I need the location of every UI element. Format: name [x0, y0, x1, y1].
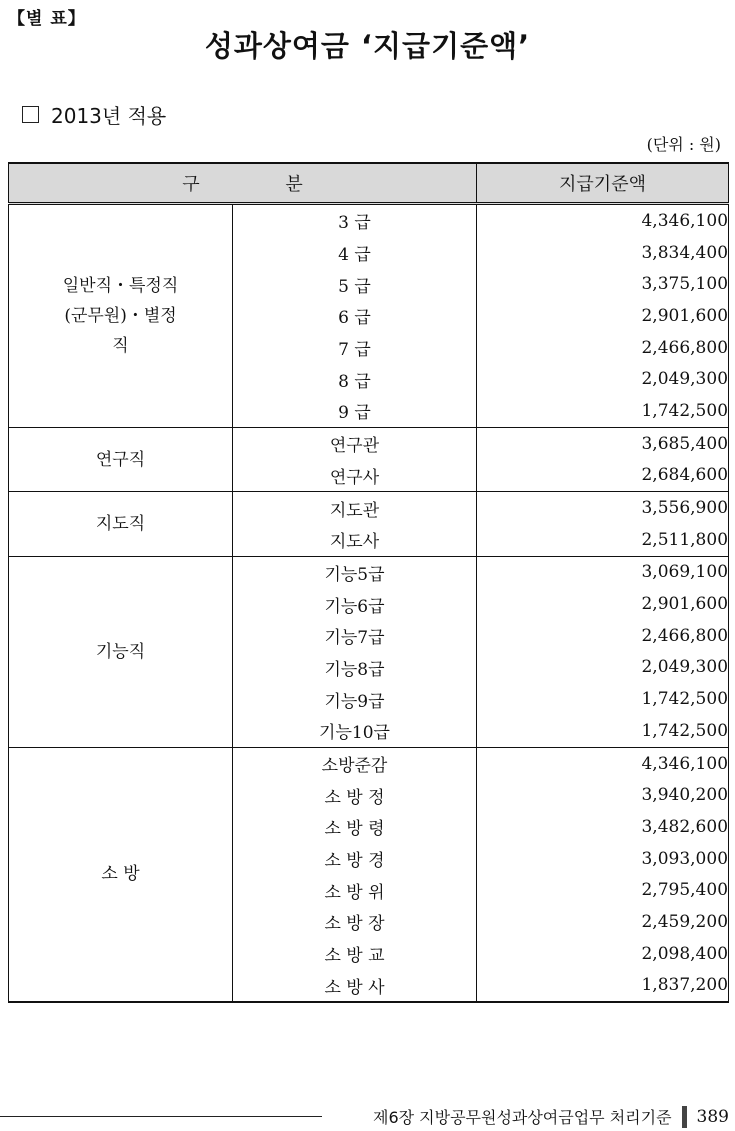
- group-name-cell: 기능직: [9, 556, 233, 747]
- group-name-cell: 일반직・특정직(군무원)・별정직: [9, 204, 233, 428]
- grade-cell: 기능5급: [233, 556, 477, 588]
- grade-cell: 소방준감: [233, 747, 477, 779]
- amount-cell: 4,346,100: [477, 747, 729, 779]
- page-number: 389: [696, 1106, 729, 1127]
- amount-cell: 3,482,600: [477, 811, 729, 843]
- grade-cell: 기능6급: [233, 588, 477, 620]
- footer-separator-bar: [682, 1106, 687, 1128]
- page-footer: [373, 1105, 729, 1128]
- amount-cell: 3,556,900: [477, 492, 729, 524]
- amount-cell: 3,685,400: [477, 427, 729, 459]
- grade-cell: 3 급: [233, 204, 477, 237]
- amount-cell: 3,375,100: [477, 268, 729, 300]
- header-gubun: [9, 163, 477, 204]
- grade-cell: 8 급: [233, 363, 477, 395]
- amount-cell: 1,742,500: [477, 683, 729, 715]
- grade-cell: 소 방 교: [233, 938, 477, 970]
- grade-cell: 연구사: [233, 460, 477, 492]
- amount-cell: 2,049,300: [477, 652, 729, 684]
- amount-cell: 2,459,200: [477, 906, 729, 938]
- amount-cell: 2,466,800: [477, 332, 729, 364]
- applied-year-label: 2013년 적용: [51, 104, 167, 128]
- header-gubun-char-1: 구: [182, 174, 200, 195]
- grade-cell: 소 방 사: [233, 970, 477, 1003]
- footer-rule: [0, 1116, 322, 1117]
- amount-cell: 2,466,800: [477, 620, 729, 652]
- grade-cell: 6 급: [233, 300, 477, 332]
- grade-cell: 7 급: [233, 332, 477, 364]
- grade-cell: 소 방 장: [233, 906, 477, 938]
- grade-cell: 지도관: [233, 492, 477, 524]
- grade-cell: 소 방 경: [233, 843, 477, 875]
- amount-cell: 3,834,400: [477, 237, 729, 269]
- amount-cell: 1,742,500: [477, 715, 729, 747]
- amount-cell: 2,049,300: [477, 363, 729, 395]
- table-row: [9, 427, 729, 459]
- appendix-tag: 【별 표】: [8, 9, 86, 29]
- table-header-row: [9, 163, 729, 204]
- header-gubun-char-2: 분: [285, 174, 303, 195]
- grade-cell: 연구관: [233, 427, 477, 459]
- amount-cell: 1,742,500: [477, 395, 729, 427]
- table-row: [9, 492, 729, 524]
- page-title: 성과상여금 ‘지급기준액’: [204, 29, 531, 63]
- amount-cell: 3,069,100: [477, 556, 729, 588]
- grade-cell: 기능9급: [233, 683, 477, 715]
- amount-cell: 2,901,600: [477, 588, 729, 620]
- applied-year-line: [22, 100, 166, 129]
- table-body: [9, 204, 729, 1003]
- group-name-cell: 연구직: [9, 427, 233, 491]
- amount-cell: 1,837,200: [477, 970, 729, 1003]
- amount-cell: 2,511,800: [477, 524, 729, 556]
- grade-cell: 9 급: [233, 395, 477, 427]
- amount-cell: 2,795,400: [477, 874, 729, 906]
- amount-cell: 2,901,600: [477, 300, 729, 332]
- amount-cell: 2,098,400: [477, 938, 729, 970]
- grade-cell: 기능7급: [233, 620, 477, 652]
- header-amount: 지급기준액: [477, 163, 729, 204]
- checkbox-square-icon: [22, 106, 39, 123]
- grade-cell: 기능10급: [233, 715, 477, 747]
- grade-cell: 지도사: [233, 524, 477, 556]
- grade-cell: 소 방 위: [233, 874, 477, 906]
- standard-amount-table: [8, 162, 729, 1003]
- amount-cell: 3,940,200: [477, 779, 729, 811]
- amount-cell: 2,684,600: [477, 460, 729, 492]
- grade-cell: 기능8급: [233, 652, 477, 684]
- unit-note: (단위 : 원): [646, 135, 721, 154]
- amount-cell: 4,346,100: [477, 204, 729, 237]
- table-row: [9, 747, 729, 779]
- grade-cell: 소 방 령: [233, 811, 477, 843]
- amount-cell: 3,093,000: [477, 843, 729, 875]
- footer-chapter-text: 제6장 지방공무원성과상여금업무 처리기준: [372, 1108, 672, 1127]
- table-row: [9, 204, 729, 237]
- group-name-cell: 소 방: [9, 747, 233, 1002]
- grade-cell: 소 방 정: [233, 779, 477, 811]
- grade-cell: 4 급: [233, 237, 477, 269]
- table-row: [9, 556, 729, 588]
- group-name-cell: 지도직: [9, 492, 233, 556]
- grade-cell: 5 급: [233, 268, 477, 300]
